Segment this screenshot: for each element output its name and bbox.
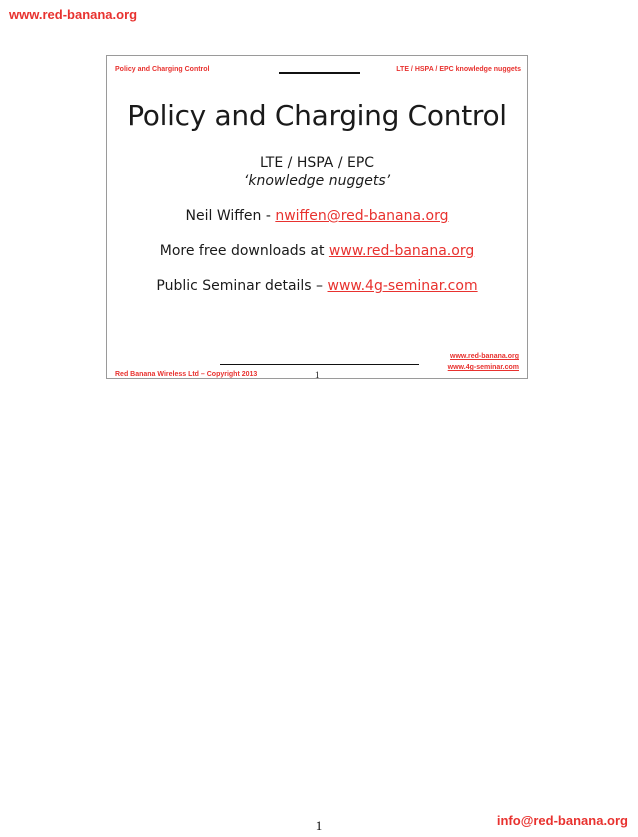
page-header-link[interactable]: www.red-banana.org	[9, 7, 138, 22]
author-email-link[interactable]: nwiffen@red-banana.org	[275, 208, 449, 224]
slide-title: Policy and Charging Control	[127, 99, 507, 132]
slide-header-left: Policy and Charging Control	[115, 66, 210, 73]
seminar-text: Public Seminar details –	[156, 278, 328, 294]
downloads-text: More free downloads at	[159, 243, 329, 259]
footer-link-4g-seminar[interactable]: www.4g-seminar.com	[447, 364, 519, 371]
subtitle-line2: ‘knowledge nuggets’	[243, 173, 391, 189]
header-divider	[279, 72, 360, 74]
slide-header-right: LTE / HSPA / EPC knowledge nuggets	[396, 66, 521, 73]
slide-page-number: 1	[315, 370, 320, 380]
slide	[106, 55, 528, 379]
seminar-line	[107, 278, 527, 294]
page-footer-email[interactable]: info@red-banana.org	[496, 813, 628, 828]
page-number: 1	[315, 818, 323, 833]
seminar-link[interactable]: www.4g-seminar.com	[327, 278, 478, 294]
footer-divider	[220, 364, 419, 365]
author-line	[107, 208, 527, 224]
downloads-link[interactable]: www.red-banana.org	[328, 243, 475, 259]
author-name: Neil Wiffen -	[185, 208, 276, 224]
footer-link-red-banana[interactable]: www.red-banana.org	[450, 353, 519, 360]
downloads-line	[107, 243, 527, 259]
subtitle-line1: LTE / HSPA / EPC	[259, 155, 375, 171]
slide-footer-copyright: Red Banana Wireless Ltd – Copyright 2013	[115, 371, 258, 378]
